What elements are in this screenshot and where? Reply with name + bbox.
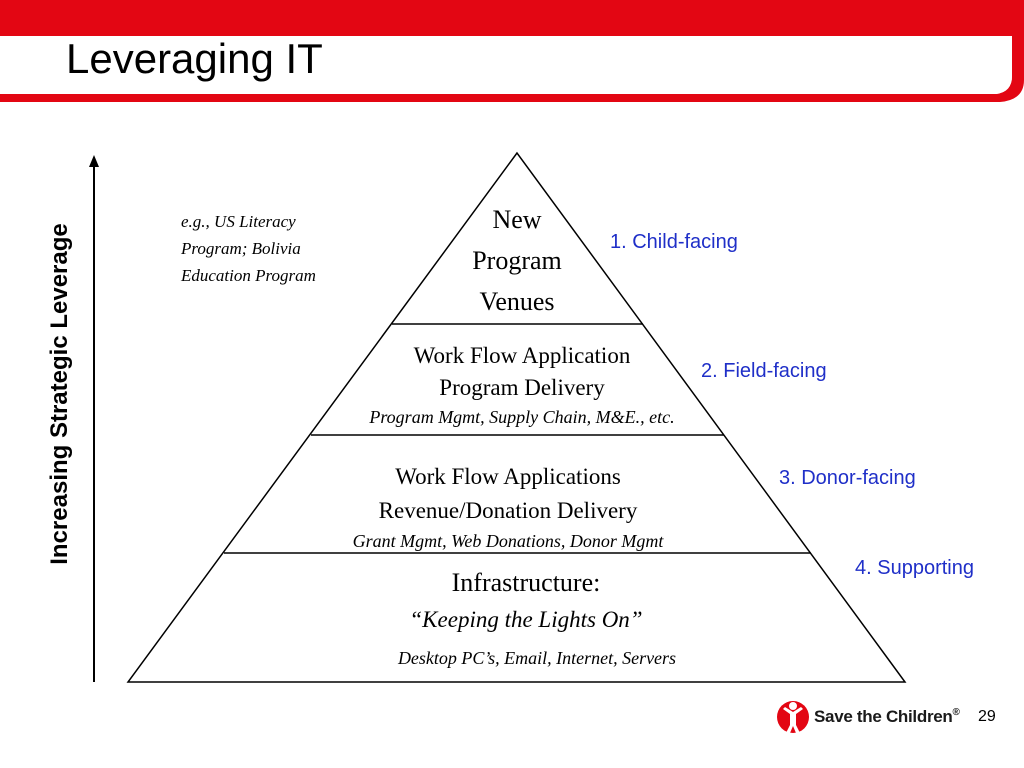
logo-figure-icon [776, 697, 810, 737]
tier-new-program-venues [472, 199, 562, 322]
tier-4-title: Infrastructure: [451, 568, 601, 597]
example-note [181, 208, 316, 289]
tier-2-title: Work Flow Application [413, 343, 631, 368]
logo-name: Save the Children [814, 707, 953, 726]
label-field-facing: 2. Field-facing [701, 360, 827, 382]
save-the-children-logo [776, 697, 960, 737]
axis-label: Increasing Strategic Leverage [46, 223, 73, 565]
logo-text [814, 707, 960, 727]
tier-2-detail: Program Mgmt, Supply Chain, M&E., etc. [369, 407, 675, 427]
logo-registered-mark: ® [952, 707, 960, 718]
tier-program-delivery [369, 340, 674, 430]
example-note-line: e.g., US Literacy [181, 212, 296, 231]
tier-1-line: Program [472, 246, 562, 275]
label-donor-facing: 3. Donor-facing [779, 467, 916, 489]
tier-infrastructure [376, 565, 676, 671]
page-title: Leveraging IT [66, 35, 323, 82]
tier-revenue-delivery [353, 460, 664, 554]
tier-1-line: New [492, 205, 542, 234]
tier-4-subtitle: “Keeping the Lights On” [409, 607, 643, 632]
tier-1-line: Venues [479, 287, 555, 316]
tier-3-title: Work Flow Applications [395, 464, 621, 489]
label-supporting: 4. Supporting [855, 557, 974, 579]
tier-3-detail: Grant Mgmt, Web Donations, Donor Mgmt [352, 531, 664, 551]
tier-3-subtitle: Revenue/Donation Delivery [378, 498, 638, 523]
tier-2-subtitle: Program Delivery [439, 375, 605, 400]
example-note-line: Education Program [181, 266, 316, 285]
label-child-facing: 1. Child-facing [610, 231, 738, 253]
tier-4-detail: Desktop PC’s, Email, Internet, Servers [397, 648, 677, 668]
example-note-line: Program; Bolivia [181, 239, 301, 258]
page-number: 29 [978, 708, 996, 725]
